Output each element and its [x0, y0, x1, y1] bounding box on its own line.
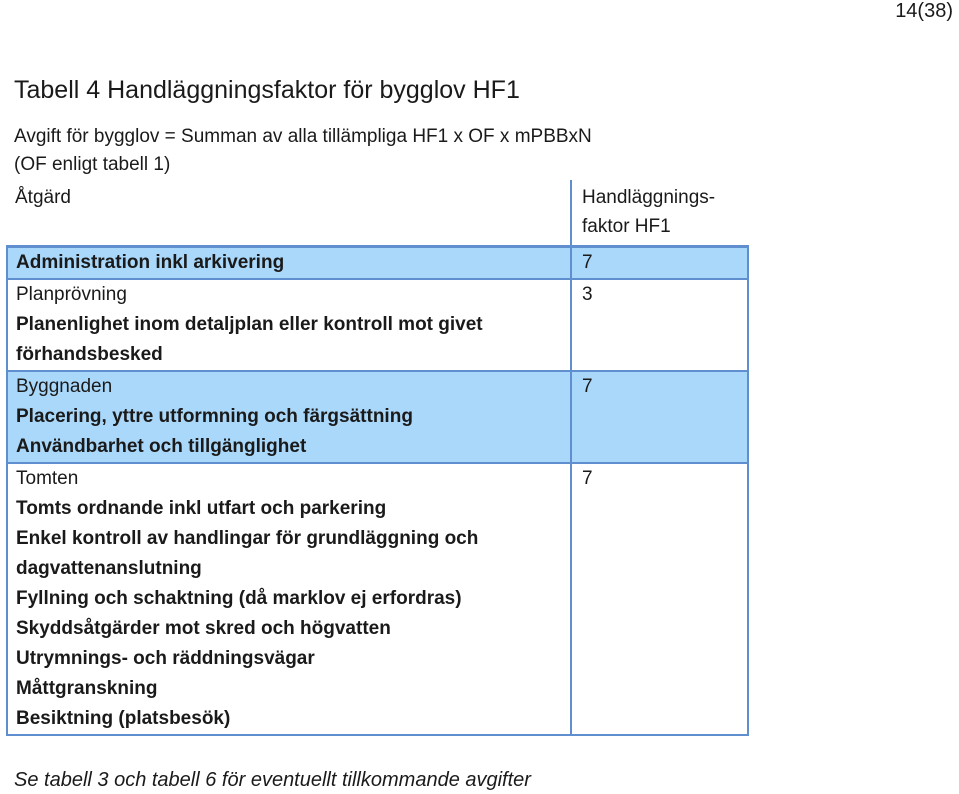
action-item: Planenlighet inom detaljplan eller kontroll mot givet — [16, 314, 483, 335]
table-row — [7, 371, 748, 463]
subtitle-line: Avgift för bygglov = Summan av alla tillämpliga HF1 x OF x mPBBxN — [14, 126, 592, 147]
table-header-row — [7, 180, 748, 247]
action-item: Användbarhet och tillgänglighet — [16, 436, 307, 457]
action-cell — [7, 279, 571, 371]
factor-cell: 7 — [571, 371, 748, 463]
factor-cell: 7 — [571, 463, 748, 735]
action-item: Planprövning — [16, 284, 127, 305]
table-row — [7, 247, 748, 280]
action-item: förhandsbesked — [16, 344, 163, 365]
factor-cell: 7 — [571, 247, 748, 280]
action-item: Enkel kontroll av handlingar för grundläggning och — [16, 528, 479, 549]
action-cell — [7, 371, 571, 463]
fee-factor-table — [6, 180, 749, 736]
table-row — [7, 279, 748, 371]
action-item: Placering, yttre utformning och färgsättning — [16, 406, 413, 427]
table-row — [7, 463, 748, 735]
action-cell — [7, 463, 571, 735]
action-item: Tomts ordnande inkl utfart och parkering — [16, 498, 387, 519]
action-cell — [7, 247, 571, 280]
header-action: Åtgärd — [7, 180, 571, 247]
subtitle — [14, 123, 592, 179]
page-title: Tabell 4 Handläggningsfaktor för bygglov HF1 — [14, 76, 520, 104]
action-item: Byggnaden — [16, 376, 113, 397]
action-item: Besiktning (platsbesök) — [16, 708, 231, 729]
footnote: Se tabell 3 och tabell 6 för eventuellt tillkommande avgifter — [14, 769, 531, 791]
header-factor: Handläggnings- faktor HF1 — [571, 180, 748, 247]
subtitle-line: (OF enligt tabell 1) — [14, 154, 171, 175]
action-item: dagvattenanslutning — [16, 558, 202, 579]
page-number: 14(38) — [895, 0, 953, 22]
action-item: Tomten — [16, 468, 79, 489]
factor-cell: 3 — [571, 279, 748, 371]
action-item: Administration inkl arkivering — [16, 252, 285, 273]
action-item: Måttgranskning — [16, 678, 158, 699]
action-item: Skyddsåtgärder mot skred och högvatten — [16, 618, 391, 639]
action-item: Utrymnings- och räddningsvägar — [16, 648, 315, 669]
action-item: Fyllning och schaktning (då marklov ej erfordras) — [16, 588, 462, 609]
